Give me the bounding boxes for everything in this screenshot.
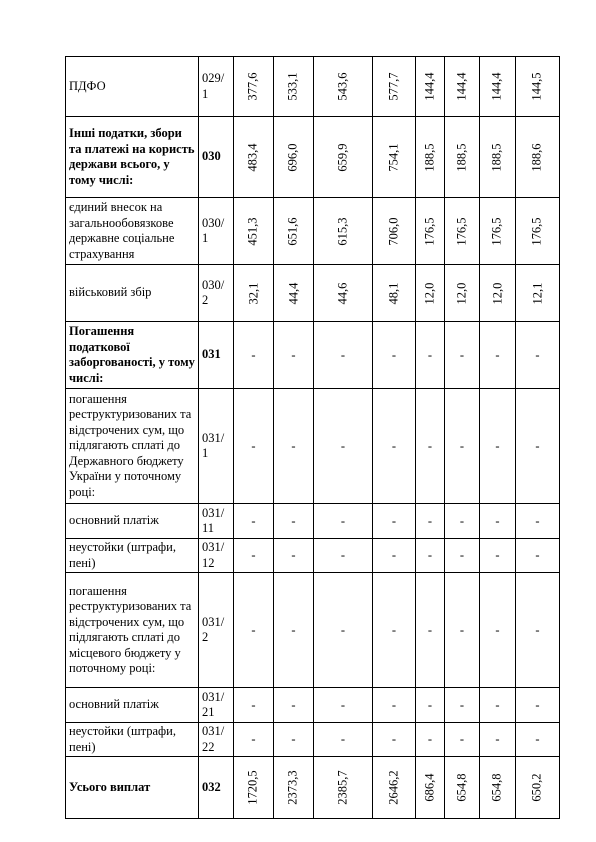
value-cell (480, 757, 516, 819)
cell-value: - (427, 548, 433, 562)
value-cell (234, 265, 274, 322)
cell-value: 654,8 (454, 773, 469, 802)
cell-value: 176,5 (422, 216, 437, 246)
cell-value: 144,5 (530, 72, 544, 101)
row-label: військовий збір (66, 265, 199, 322)
value-cell (480, 198, 516, 265)
value-cell (314, 757, 373, 819)
cell-value: - (535, 438, 540, 453)
value-cell (445, 688, 480, 723)
cell-value: - (291, 347, 296, 362)
row-label: ПДФО (66, 57, 199, 117)
cell-value: - (251, 548, 256, 562)
value-cell (445, 539, 480, 573)
value-cell (416, 723, 445, 757)
cell-value: 176,5 (490, 216, 504, 246)
value-cell (445, 117, 480, 198)
value-cell (373, 573, 416, 688)
value-cell (516, 322, 560, 389)
cell-value: 188,5 (422, 142, 437, 172)
cell-value: 12,0 (422, 282, 437, 304)
value-cell (480, 389, 516, 504)
value-cell (416, 57, 445, 117)
value-cell (373, 389, 416, 504)
value-cell (314, 117, 373, 198)
table-row (66, 57, 560, 117)
cell-value: - (495, 622, 500, 637)
value-cell (234, 117, 274, 198)
cell-value: - (340, 438, 346, 453)
row-code: 032 (199, 757, 234, 819)
row-code: 030 (199, 117, 234, 198)
row-label: погашення реструктуризованих та відстрочених сум, що підлягають сплаті до місцевого бюджету у поточному році: (66, 573, 199, 688)
value-cell (314, 57, 373, 117)
value-cell (314, 688, 373, 723)
cell-value: 377,6 (246, 72, 260, 101)
cell-value: - (340, 513, 346, 528)
cell-value: 188,5 (490, 142, 504, 172)
value-cell (274, 573, 314, 688)
cell-value: 12,0 (490, 282, 504, 304)
cell-value: 176,5 (454, 216, 469, 246)
cell-value: 686,4 (422, 773, 437, 802)
cell-value: 451,3 (246, 216, 260, 246)
cell-value: 615,3 (335, 216, 350, 246)
value-cell (445, 504, 480, 539)
value-cell (274, 117, 314, 198)
cell-value: - (291, 622, 296, 637)
cell-value: - (251, 347, 256, 362)
value-cell (445, 265, 480, 322)
cell-value: - (391, 438, 397, 453)
cell-value: 44,4 (286, 282, 300, 304)
value-cell (480, 265, 516, 322)
value-cell (480, 539, 516, 573)
value-cell (416, 117, 445, 198)
row-label: основний платіж (66, 688, 199, 723)
table-row (66, 573, 560, 688)
value-cell (314, 723, 373, 757)
cell-value: - (495, 697, 500, 712)
value-cell (274, 198, 314, 265)
value-cell (516, 389, 560, 504)
table-row (66, 389, 560, 504)
cell-value: 144,4 (422, 72, 437, 101)
value-cell (445, 57, 480, 117)
cell-value: - (340, 347, 346, 362)
value-cell (274, 688, 314, 723)
table-row (66, 265, 560, 322)
cell-value: 533,1 (286, 72, 300, 101)
cell-value: - (535, 732, 540, 746)
value-cell (314, 539, 373, 573)
cell-value: - (340, 697, 346, 712)
row-label: основний платіж (66, 504, 199, 539)
cell-value: - (495, 347, 500, 362)
cell-value: 577,7 (386, 72, 401, 101)
value-cell (314, 389, 373, 504)
cell-value: 2385,7 (335, 770, 350, 805)
value-cell (516, 504, 560, 539)
cell-value: - (340, 622, 346, 637)
value-cell (480, 504, 516, 539)
cell-value: 651,6 (286, 216, 300, 246)
value-cell (274, 723, 314, 757)
value-cell (373, 688, 416, 723)
value-cell (416, 573, 445, 688)
cell-value: - (495, 732, 500, 746)
row-code: 031/2 (199, 573, 234, 688)
table-row (66, 539, 560, 573)
cell-value: - (391, 732, 397, 746)
row-code: 031/11 (199, 504, 234, 539)
row-label: неустойки (штрафи, пені) (66, 539, 199, 573)
cell-value: - (459, 347, 465, 362)
cell-value: 12,0 (454, 282, 469, 304)
value-cell (314, 504, 373, 539)
cell-value: 32,1 (246, 282, 260, 304)
cell-value: 12,1 (530, 282, 544, 304)
value-cell (516, 265, 560, 322)
value-cell (480, 573, 516, 688)
cell-value: - (251, 732, 256, 746)
row-label: неустойки (штрафи, пені) (66, 723, 199, 757)
cell-value: - (459, 622, 465, 637)
row-code: 031/22 (199, 723, 234, 757)
value-cell (234, 539, 274, 573)
value-cell (274, 57, 314, 117)
value-cell (234, 504, 274, 539)
cell-value: - (427, 513, 433, 528)
value-cell (480, 723, 516, 757)
cell-value: - (251, 438, 256, 453)
row-code: 029/1 (199, 57, 234, 117)
value-cell (234, 389, 274, 504)
value-cell (416, 265, 445, 322)
value-cell (234, 57, 274, 117)
cell-value: 44,6 (335, 282, 350, 304)
value-cell (274, 504, 314, 539)
value-cell (373, 198, 416, 265)
cell-value: 2646,2 (386, 770, 401, 805)
value-cell (234, 688, 274, 723)
cell-value: - (291, 513, 296, 528)
financial-plan-table (65, 56, 560, 819)
cell-value: 176,5 (530, 216, 544, 246)
row-label: Погашення податкової заборгованості, у тому числі: (66, 322, 199, 389)
value-cell (373, 265, 416, 322)
table-row (66, 688, 560, 723)
value-cell (373, 322, 416, 389)
cell-value: - (459, 697, 465, 712)
value-cell (314, 322, 373, 389)
cell-value: 654,8 (490, 773, 504, 802)
table-row (66, 322, 560, 389)
cell-value: 2373,3 (286, 770, 300, 805)
cell-value: - (340, 548, 346, 562)
cell-value: - (427, 622, 433, 637)
value-cell (373, 539, 416, 573)
value-cell (274, 265, 314, 322)
row-label: погашення реструктуризованих та відстрочених сум, що підлягають сплаті до Державного бюджету України у поточному році: (66, 389, 199, 504)
cell-value: - (340, 732, 346, 746)
value-cell (445, 389, 480, 504)
cell-value: - (535, 622, 540, 637)
row-label: єдиний внесок на загальнообовязкове державне соціальне страхування (66, 198, 199, 265)
cell-value: - (291, 548, 296, 562)
cell-value: - (459, 513, 465, 528)
cell-value: 650,2 (530, 773, 544, 802)
value-cell (274, 389, 314, 504)
cell-value: 188,6 (530, 142, 544, 172)
value-cell (416, 688, 445, 723)
cell-value: 754,1 (386, 142, 401, 172)
value-cell (373, 504, 416, 539)
value-cell (373, 723, 416, 757)
cell-value: 1720,5 (246, 770, 260, 805)
table-body (66, 57, 560, 819)
value-cell (445, 322, 480, 389)
value-cell (516, 539, 560, 573)
value-cell (373, 757, 416, 819)
table-row (66, 723, 560, 757)
cell-value: - (291, 438, 296, 453)
cell-value: - (495, 513, 500, 528)
value-cell (234, 198, 274, 265)
row-code: 031/21 (199, 688, 234, 723)
value-cell (234, 322, 274, 389)
cell-value: 188,5 (454, 142, 469, 172)
value-cell (274, 757, 314, 819)
table-row (66, 198, 560, 265)
cell-value: - (251, 697, 256, 712)
table-row (66, 757, 560, 819)
cell-value: 48,1 (386, 282, 401, 304)
value-cell (314, 198, 373, 265)
cell-value: 144,4 (490, 72, 504, 101)
cell-value: - (427, 347, 433, 362)
value-cell (274, 539, 314, 573)
value-cell (480, 117, 516, 198)
value-cell (373, 117, 416, 198)
cell-value: - (535, 347, 540, 362)
cell-value: - (427, 697, 433, 712)
cell-value: - (535, 548, 540, 562)
cell-value: - (459, 438, 465, 453)
row-code: 031/12 (199, 539, 234, 573)
cell-value: - (535, 697, 540, 712)
value-cell (416, 504, 445, 539)
value-cell (480, 57, 516, 117)
cell-value: 696,0 (286, 142, 300, 172)
cell-value: 659,9 (335, 142, 350, 172)
value-cell (516, 688, 560, 723)
cell-value: - (495, 548, 500, 562)
cell-value: - (427, 438, 433, 453)
cell-value: - (535, 513, 540, 528)
value-cell (314, 265, 373, 322)
cell-value: - (459, 548, 465, 562)
value-cell (373, 57, 416, 117)
value-cell (234, 723, 274, 757)
cell-value: - (391, 622, 397, 637)
row-code: 031/1 (199, 389, 234, 504)
value-cell (516, 198, 560, 265)
value-cell (516, 117, 560, 198)
cell-value: - (495, 438, 500, 453)
table-row (66, 504, 560, 539)
cell-value: - (391, 697, 397, 712)
cell-value: - (427, 732, 433, 746)
row-code: 030/2 (199, 265, 234, 322)
row-label: Інші податки, збори та платежі на користь держави всього, у тому числі: (66, 117, 199, 198)
cell-value: 543,6 (335, 72, 350, 101)
value-cell (314, 573, 373, 688)
value-cell (416, 198, 445, 265)
value-cell (445, 198, 480, 265)
value-cell (445, 723, 480, 757)
row-label: Усього виплат (66, 757, 199, 819)
cell-value: 706,0 (386, 216, 401, 246)
value-cell (516, 723, 560, 757)
value-cell (416, 757, 445, 819)
cell-value: - (391, 513, 397, 528)
value-cell (516, 573, 560, 688)
value-cell (516, 57, 560, 117)
value-cell (516, 757, 560, 819)
cell-value: 144,4 (454, 72, 469, 101)
table-row (66, 117, 560, 198)
cell-value: - (459, 732, 465, 746)
value-cell (480, 322, 516, 389)
value-cell (480, 688, 516, 723)
cell-value: - (391, 548, 397, 562)
value-cell (416, 539, 445, 573)
value-cell (445, 573, 480, 688)
cell-value: - (251, 513, 256, 528)
value-cell (274, 322, 314, 389)
row-code: 030/1 (199, 198, 234, 265)
cell-value: - (291, 697, 296, 712)
value-cell (416, 389, 445, 504)
cell-value: 483,4 (246, 142, 260, 172)
value-cell (234, 573, 274, 688)
value-cell (445, 757, 480, 819)
cell-value: - (291, 732, 296, 746)
row-code: 031 (199, 322, 234, 389)
value-cell (234, 757, 274, 819)
value-cell (416, 322, 445, 389)
cell-value: - (391, 347, 397, 362)
cell-value: - (251, 622, 256, 637)
